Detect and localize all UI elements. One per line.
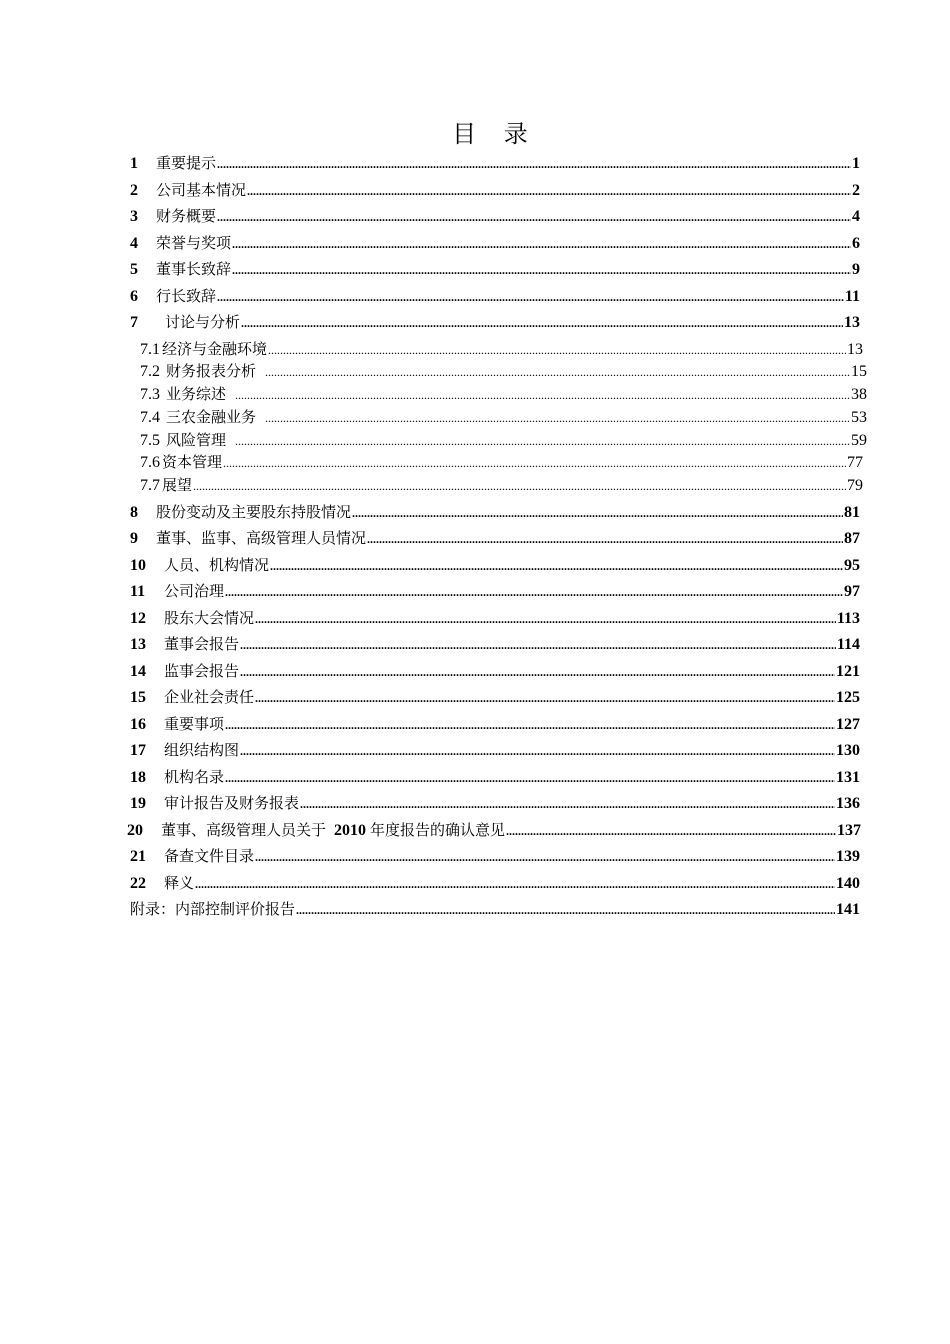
toc-entry-page: 139	[836, 848, 860, 865]
toc-leader-dots	[255, 848, 835, 866]
toc-subentry[interactable]	[140, 385, 867, 404]
toc-entry-page: 127	[836, 716, 860, 733]
toc-leader-dots	[255, 689, 835, 707]
toc-leader-dots	[232, 261, 851, 279]
toc-entry-page: 113	[836, 610, 860, 627]
toc-entry-label: 监事会报告	[164, 662, 240, 680]
toc-entry-page: 11	[844, 288, 860, 305]
toc-entry[interactable]	[130, 847, 860, 866]
toc-entry-label: 机构名录	[164, 768, 225, 786]
toc-entry-page: 13	[844, 314, 860, 331]
toc-subentry[interactable]	[140, 408, 867, 427]
toc-entry-number: 16	[130, 716, 146, 733]
toc-leader-dots	[240, 636, 836, 654]
toc-entry-label: 三农金融业务	[166, 408, 257, 426]
toc-entry[interactable]	[130, 556, 860, 575]
toc-entry-number: 2	[130, 182, 138, 199]
toc-entry-number: 17	[130, 742, 146, 759]
toc-entry-page: 6	[852, 235, 860, 252]
toc-entry[interactable]	[130, 287, 860, 306]
toc-entry[interactable]	[130, 874, 860, 893]
toc-entry-number: 7.3	[140, 386, 160, 403]
toc-entry-page: 38	[851, 386, 867, 403]
toc-entry-label: 附录：内部控制评价报告	[130, 900, 296, 918]
toc-leader-dots	[296, 901, 835, 919]
toc-entry-label: 释义	[164, 874, 195, 892]
toc-entry-number: 18	[130, 769, 146, 786]
toc-entry-number: 21	[130, 848, 146, 865]
toc-entry-label: 董事、高级管理人员关于	[161, 821, 327, 839]
toc-entry-page: 97	[844, 583, 860, 600]
toc-entry-number: 6	[130, 288, 138, 305]
toc-entry-label: 资本管理	[162, 453, 223, 471]
toc-entry-label: 风险管理	[166, 431, 227, 449]
toc-entry-page: 4	[852, 208, 860, 225]
toc-leader-dots	[265, 363, 850, 381]
toc-leader-dots	[195, 875, 835, 893]
toc-leader-dots	[247, 182, 851, 200]
toc-entry[interactable]	[130, 635, 860, 654]
toc-entry-label: 审计报告及财务报表	[164, 794, 300, 812]
toc-leader-dots	[300, 795, 835, 813]
toc-entry-page: 79	[847, 477, 863, 494]
toc-entry-number: 14	[130, 663, 146, 680]
toc-entry-page: 87	[844, 530, 860, 547]
toc-entry-number: 1	[130, 155, 138, 172]
toc-entry-number: 4	[130, 235, 138, 252]
toc-entry[interactable]	[130, 154, 860, 173]
toc-entry-label: 年度报告的确认意见	[370, 821, 506, 839]
toc-entry-page: 95	[844, 557, 860, 574]
toc-entry-label: 组织结构图	[164, 741, 240, 759]
toc-leader-dots	[270, 557, 843, 575]
toc-entry-page: 137	[837, 822, 861, 839]
toc-entry-label: 公司治理	[164, 582, 225, 600]
toc-leader-dots	[225, 716, 835, 734]
toc-entry-label: 财务报表分析	[166, 362, 257, 380]
toc-leader-dots	[232, 235, 851, 253]
toc-entry-label: 股东大会情况	[164, 609, 255, 627]
toc-leader-dots	[217, 155, 851, 173]
toc-entry-number: 13	[130, 636, 146, 653]
toc-entry[interactable]	[130, 503, 860, 522]
toc-entry-label: 董事长致辞	[156, 260, 232, 278]
toc-entry-label: 展望	[162, 476, 193, 494]
toc-entry-number: 7.1	[140, 341, 160, 358]
toc-entry-number: 9	[130, 530, 138, 547]
toc-subentry[interactable]	[140, 431, 867, 450]
toc-entry[interactable]	[130, 529, 860, 548]
toc-entry-page: 114	[836, 636, 860, 653]
toc-leader-dots	[235, 386, 850, 404]
toc-entry-page: 131	[836, 769, 860, 786]
toc-entry-page: 77	[847, 454, 863, 471]
toc-entry[interactable]	[130, 234, 860, 253]
toc-entry-label: 重要提示	[156, 154, 217, 172]
toc-entry-page: 136	[836, 795, 860, 812]
toc-entry[interactable]	[127, 821, 861, 840]
toc-entry-label: 经济与金融环境	[162, 340, 268, 358]
toc-leader-dots	[240, 663, 835, 681]
toc-entry-label: 股份变动及主要股东持股情况	[156, 503, 352, 521]
toc-leader-dots	[255, 610, 836, 628]
toc-leader-dots	[217, 288, 844, 306]
toc-entry-year: 2010	[334, 822, 367, 839]
toc-entry-number: 7.2	[140, 363, 160, 380]
toc-entry-label: 人员、机构情况	[164, 556, 270, 574]
toc-leader-dots	[217, 208, 851, 226]
toc-entry-number: 7.4	[140, 409, 160, 426]
toc-subentry[interactable]	[140, 362, 867, 381]
toc-entry-page: 2	[852, 182, 860, 199]
toc-entry-number: 7.5	[140, 432, 160, 449]
toc-leader-dots	[235, 432, 850, 450]
toc-entry[interactable]	[130, 260, 860, 279]
toc-entry-number: 5	[130, 261, 138, 278]
toc-entry-number: 3	[130, 208, 138, 225]
toc-leader-dots	[240, 742, 835, 760]
toc-entry[interactable]	[130, 768, 860, 787]
toc-entry-label: 备查文件目录	[164, 847, 255, 865]
toc-leader-dots	[225, 583, 843, 601]
toc-entry[interactable]	[130, 609, 860, 628]
toc-entry-label: 荣誉与奖项	[156, 234, 232, 252]
toc-entry-number: 12	[130, 610, 146, 627]
toc-entry-page: 125	[836, 689, 860, 706]
toc-entry-page: 81	[844, 504, 860, 521]
page-title: 目 录	[452, 120, 538, 148]
toc-leader-dots	[241, 314, 843, 332]
toc-subentry[interactable]	[140, 476, 863, 495]
toc-entry-label: 董事、监事、高级管理人员情况	[156, 529, 367, 547]
toc-entry-page: 13	[847, 341, 863, 358]
toc-entry-number: 7	[130, 314, 138, 331]
toc-entry[interactable]	[130, 313, 860, 332]
toc-entry[interactable]	[130, 207, 860, 226]
toc-entry-label: 财务概要	[156, 207, 217, 225]
toc-entry-number: 19	[130, 795, 146, 812]
toc-entry-page: 121	[836, 663, 860, 680]
toc-entry-number: 10	[130, 557, 146, 574]
toc-entry-number: 11	[130, 583, 146, 600]
toc-entry-label: 董事会报告	[164, 635, 240, 653]
toc-subentry[interactable]	[140, 453, 863, 472]
toc-entry-appendix[interactable]	[130, 900, 860, 919]
toc-entry[interactable]	[130, 582, 860, 601]
toc-entry-number: 20	[127, 822, 143, 839]
toc-entry-number: 15	[130, 689, 146, 706]
toc-entry-number: 22	[130, 875, 146, 892]
toc-entry[interactable]	[130, 741, 860, 760]
toc-entry-page: 9	[852, 261, 860, 278]
toc-entry-page: 53	[851, 409, 867, 426]
toc-leader-dots	[193, 477, 846, 495]
toc-entry-number: 8	[130, 504, 138, 521]
toc-entry-label: 行长致辞	[156, 287, 217, 305]
toc-entry-page: 1	[852, 155, 860, 172]
toc-entry[interactable]	[130, 688, 860, 707]
toc-entry-page: 59	[851, 432, 867, 449]
toc-entry-page: 141	[836, 901, 860, 918]
toc-leader-dots	[223, 454, 846, 472]
toc-leader-dots	[268, 341, 846, 359]
toc-entry-label: 企业社会责任	[164, 688, 255, 706]
toc-leader-dots	[506, 822, 836, 840]
toc-entry-page: 130	[836, 742, 860, 759]
toc-entry-number: 7.7	[140, 477, 160, 494]
toc-entry-label: 业务综述	[166, 385, 227, 403]
toc-entry-label: 讨论与分析	[165, 313, 241, 331]
toc-entry-page: 140	[836, 875, 860, 892]
toc-leader-dots	[367, 530, 843, 548]
toc-entry[interactable]	[130, 662, 860, 681]
toc-entry[interactable]	[130, 715, 860, 734]
toc-entry-label: 公司基本情况	[156, 181, 247, 199]
toc-subentry[interactable]	[140, 340, 863, 359]
toc-entry[interactable]	[130, 794, 860, 813]
toc-entry[interactable]	[130, 181, 860, 200]
toc-entry-page: 15	[851, 363, 867, 380]
toc-leader-dots	[225, 769, 835, 787]
toc-entry-number: 7.6	[140, 454, 160, 471]
toc-leader-dots	[265, 409, 850, 427]
toc-leader-dots	[352, 504, 843, 522]
toc-entry-label: 重要事项	[164, 715, 225, 733]
